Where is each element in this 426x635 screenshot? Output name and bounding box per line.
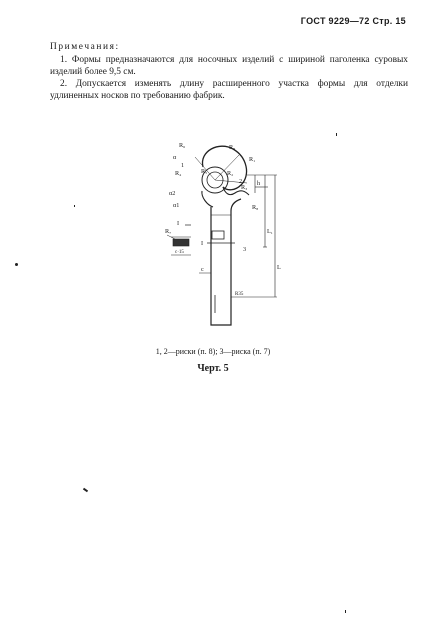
label-alpha1: α1 bbox=[173, 202, 180, 209]
label-a: α bbox=[173, 154, 177, 161]
label-c: c bbox=[201, 266, 204, 273]
label-r8: R₈ bbox=[252, 204, 259, 211]
label-section: I bbox=[177, 220, 180, 227]
figure-label: Черт. 5 bbox=[197, 363, 229, 374]
scan-speck bbox=[15, 263, 18, 266]
label-section-ref: I bbox=[201, 240, 204, 247]
label-l1: L₁ bbox=[267, 228, 273, 235]
label-r9: R₉ bbox=[229, 144, 236, 151]
label-alpha2: α2 bbox=[169, 190, 176, 197]
scan-speck bbox=[345, 610, 346, 613]
label-h: h bbox=[257, 180, 261, 187]
notes-title: Примечания: bbox=[50, 42, 120, 52]
label-r2: R₂ bbox=[227, 170, 234, 177]
drawing-labels bbox=[165, 142, 281, 297]
dimension-lines bbox=[231, 175, 277, 297]
figure-caption: 1, 2—риски (п. 8); 3—риска (п. 7) bbox=[155, 347, 271, 356]
notes-block bbox=[50, 41, 408, 102]
note-item-1: 1. Формы предназначаются для носочных изделий с шириной паголенка суровых изделий более 9,5 см. bbox=[50, 55, 408, 77]
form-head bbox=[195, 146, 249, 207]
label-r4: R₄ bbox=[175, 170, 182, 177]
label-r5: R₅ bbox=[201, 168, 208, 175]
label-r6: R₆ bbox=[179, 142, 186, 149]
label-two: 2 bbox=[239, 178, 243, 185]
label-r3: R₃ bbox=[241, 184, 248, 191]
label-r35: R35 bbox=[235, 292, 244, 297]
scan-speck bbox=[336, 133, 337, 136]
form-shank bbox=[207, 199, 241, 325]
note-item-2: 2. Допускается изменять длину расширенного участка формы для отделки удлиненных носков по требованию фабрик. bbox=[50, 79, 408, 101]
section-detail bbox=[167, 225, 211, 273]
label-r1: R₁ bbox=[249, 156, 256, 163]
technical-drawing bbox=[155, 135, 285, 330]
label-l: L bbox=[277, 264, 281, 271]
scan-speck bbox=[74, 205, 75, 207]
label-c15: c·15 bbox=[175, 250, 184, 255]
label-one: 1 bbox=[181, 162, 185, 169]
scan-speck bbox=[83, 488, 88, 493]
page-header: ГОСТ 9229—72 Стр. 15 bbox=[300, 16, 406, 26]
label-three: 3 bbox=[243, 246, 247, 253]
label-r7: R₇ bbox=[165, 228, 172, 235]
